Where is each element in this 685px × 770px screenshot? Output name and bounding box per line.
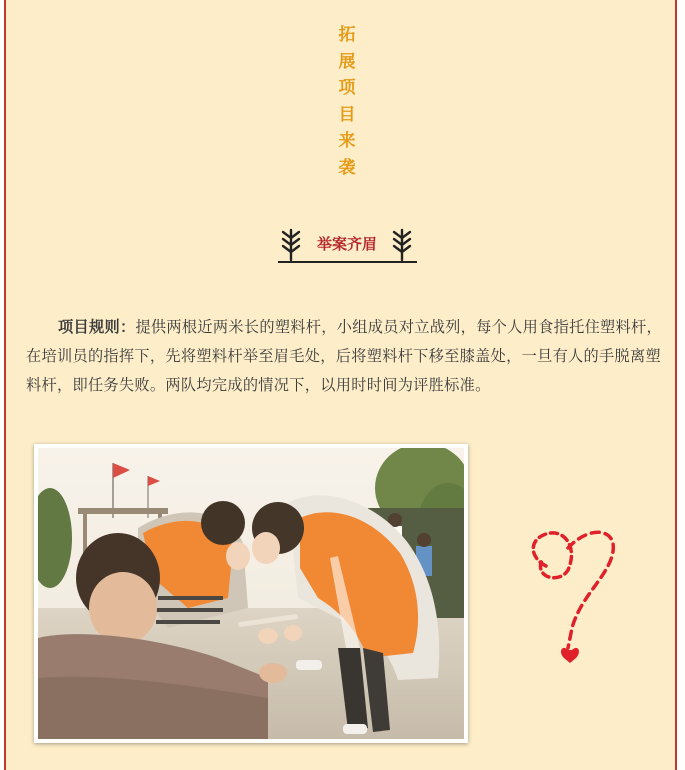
badge-underline bbox=[278, 261, 417, 263]
page-frame bbox=[4, 0, 677, 770]
rules-paragraph bbox=[26, 313, 671, 400]
title-char: 目 bbox=[338, 104, 356, 125]
rules-label: 项目规则： bbox=[58, 318, 136, 336]
vertical-title bbox=[332, 22, 362, 181]
activity-name: 举案齐眉 bbox=[316, 235, 377, 253]
wheat-icon bbox=[280, 228, 302, 262]
title-char: 展 bbox=[338, 51, 356, 72]
team-photo-illustration bbox=[38, 448, 464, 739]
title-char: 拓 bbox=[338, 25, 356, 45]
activity-photo-frame bbox=[34, 444, 468, 743]
title-char: 项 bbox=[338, 78, 356, 98]
activity-photo bbox=[38, 448, 464, 739]
rules-text: 提供两根近两米长的塑料杆，小组成员对立战列，每个人用食指托住塑料杆，在培训员的指挥下，先将塑料杆举至眉毛处，后将塑料杆下移至膝盖处，一旦有人的手脱离塑料杆，即任务失败。两队均完成的情况下，以用时时间为评胜标准。 bbox=[26, 318, 663, 394]
title-char: 袭 bbox=[338, 157, 356, 178]
question-mark-icon bbox=[520, 518, 620, 668]
wheat-icon bbox=[391, 228, 413, 262]
activity-badge bbox=[274, 224, 419, 266]
title-char: 来 bbox=[338, 131, 356, 151]
